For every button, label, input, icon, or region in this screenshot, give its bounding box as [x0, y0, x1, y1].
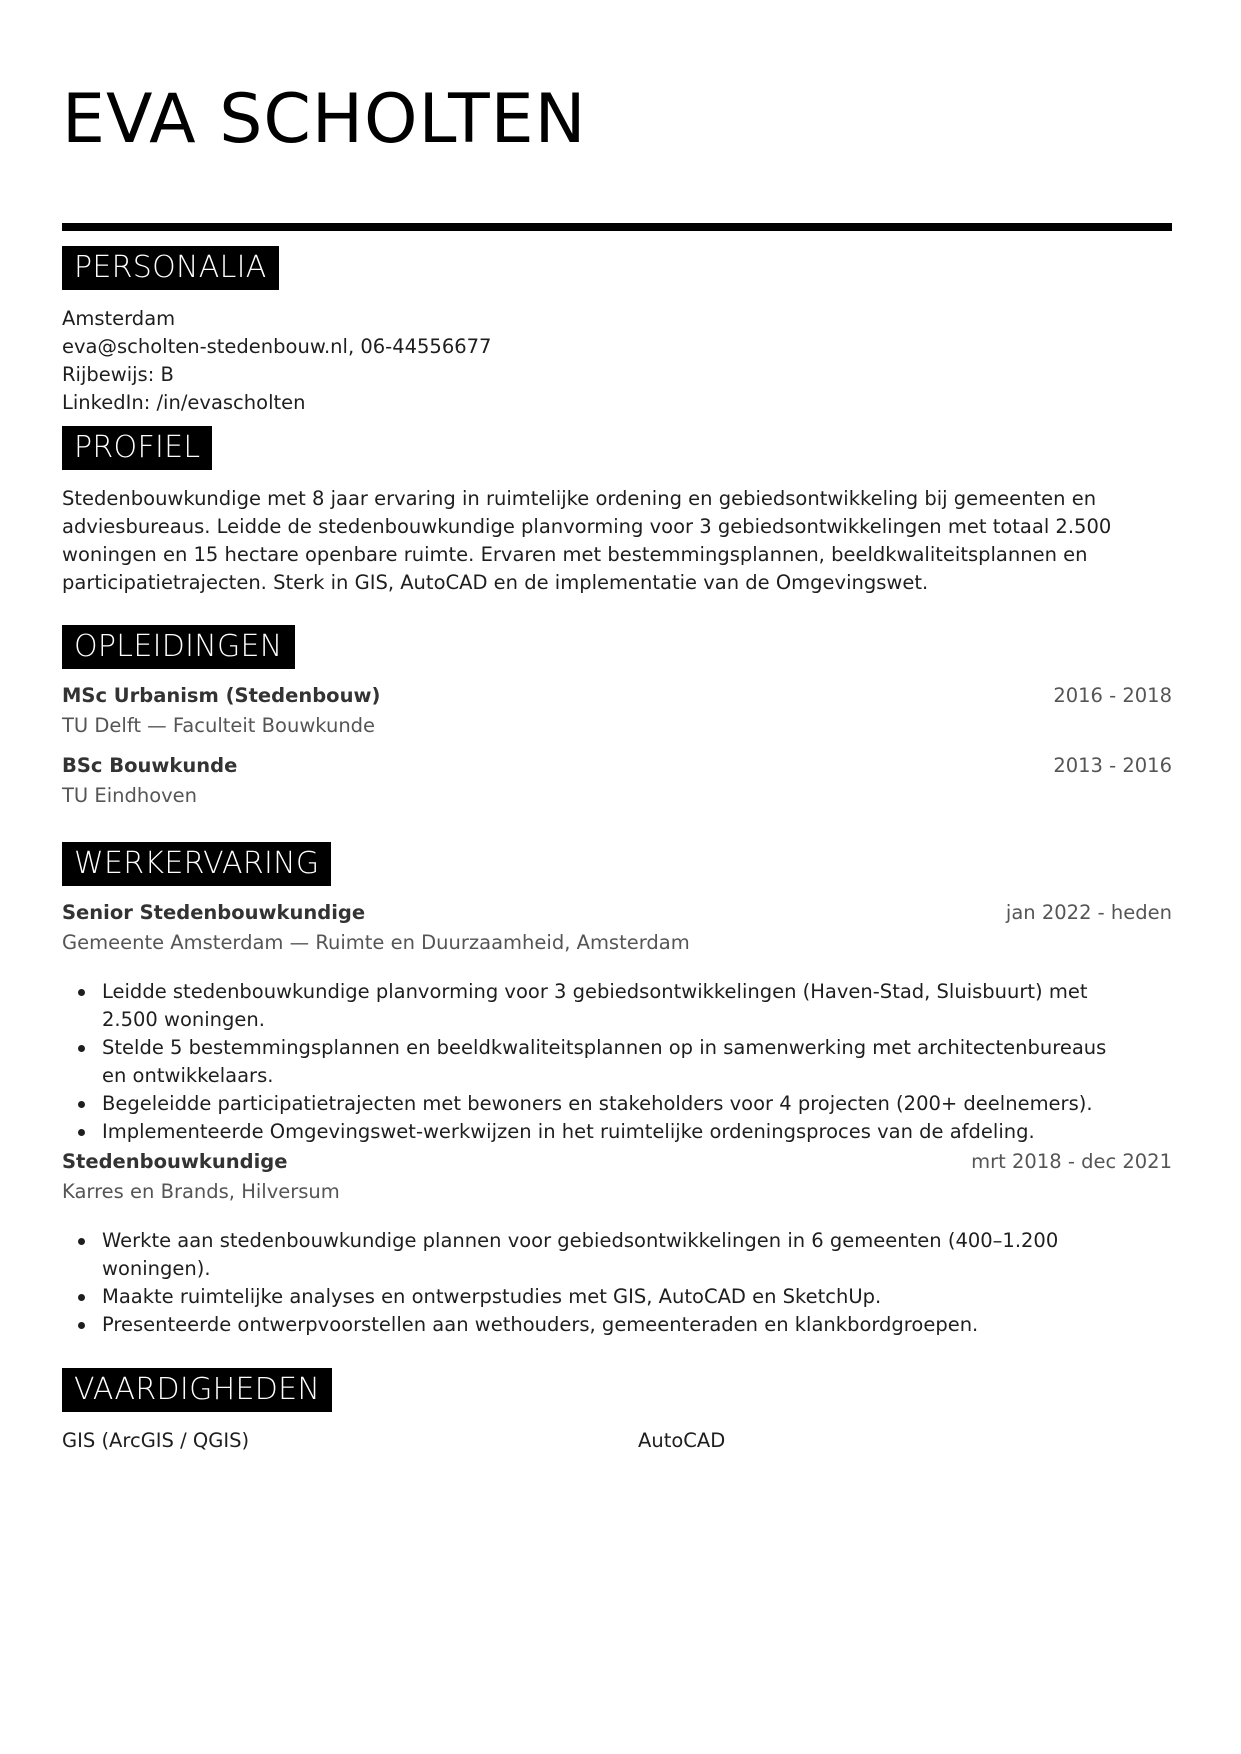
bullet-item: [62, 1227, 1172, 1283]
job-employer: Gemeente Amsterdam — Ruimte en Duurzaamheid, Amsterdam: [62, 931, 690, 954]
bullet-item: [62, 1034, 1172, 1090]
job-bullets: [62, 1227, 1172, 1339]
section-title-werkervaring: WERKERVARING: [62, 842, 331, 886]
bullet-item: [62, 1283, 1172, 1311]
education-entry: [62, 754, 1172, 810]
section-title-opleidingen: OPLEIDINGEN: [62, 625, 295, 669]
education-degree: MSc Urbanism (Stedenbouw): [62, 684, 381, 707]
personalia-contact: eva@scholten-stedenbouw.nl, 06-44556677: [62, 335, 492, 358]
education-entry: [62, 684, 1172, 740]
bullet-dot-icon: [78, 1045, 85, 1052]
education-header: [62, 754, 1172, 782]
skill-item: GIS (ArcGIS / QGIS): [62, 1429, 250, 1452]
personalia-linkedin: LinkedIn: /in/evascholten: [62, 391, 306, 414]
bullet-item: [62, 978, 1172, 1034]
bullet-text: Begeleidde participatietrajecten met bewoners en stakeholders voor 4 projecten (200+ deelnemers).: [102, 1092, 1093, 1115]
bullet-dot-icon: [78, 1101, 85, 1108]
bullet-dot-icon: [78, 1238, 85, 1245]
job-header: [62, 901, 1172, 929]
bullet-text: 2.500 woningen.: [102, 1008, 265, 1031]
profile-text: [62, 485, 1172, 597]
bullet-dot-icon: [78, 1322, 85, 1329]
education-period: 2016 - 2018: [1053, 684, 1172, 707]
bullet-dot-icon: [78, 1294, 85, 1301]
section-title-vaardigheden: VAARDIGHEDEN: [62, 1368, 332, 1412]
candidate-name: EVA SCHOLTEN: [62, 80, 587, 159]
profile-line: participatietrajecten. Sterk in GIS, AutoCAD en de implementatie van de Omgevingswet.: [62, 571, 929, 594]
section-title-profiel: PROFIEL: [62, 426, 212, 470]
section-title-personalia: PERSONALIA: [62, 246, 279, 290]
education-period: 2013 - 2016: [1053, 754, 1172, 777]
job-employer: Karres en Brands, Hilversum: [62, 1180, 340, 1203]
bullet-text: en ontwikkelaars.: [102, 1064, 274, 1087]
bullet-item: [62, 1118, 1172, 1146]
job-entry: [62, 901, 1172, 957]
education-header: [62, 684, 1172, 712]
profile-line: woningen en 15 hectare openbare ruimte. Ervaren met bestemmingsplannen, beeldkwaliteitsplannen en: [62, 543, 1088, 566]
profile-line: adviesbureaus. Leidde de stedenbouwkundige planvorming voor 3 gebiedsontwikkelingen met totaal 2.500: [62, 515, 1112, 538]
bullet-text: Presenteerde ontwerpvoorstellen aan wethouders, gemeenteraden en klankbordgroepen.: [102, 1313, 979, 1336]
bullet-text: woningen).: [102, 1257, 211, 1280]
bullet-text: Maakte ruimtelijke analyses en ontwerpstudies met GIS, AutoCAD en SketchUp.: [102, 1285, 882, 1308]
bullet-item: [62, 1311, 1172, 1339]
job-period: jan 2022 - heden: [1005, 901, 1172, 924]
bullet-text: Stelde 5 bestemmingsplannen en beeldkwaliteitsplannen op in samenwerking met architectenbureaus: [102, 1036, 1107, 1059]
personalia-block: [62, 305, 1172, 417]
job-role: Senior Stedenbouwkundige: [62, 901, 366, 924]
job-bullets: [62, 978, 1172, 1146]
bullet-dot-icon: [78, 989, 85, 996]
job-entry: [62, 1150, 1172, 1206]
skill-item: AutoCAD: [638, 1429, 726, 1452]
bullet-text: Leidde stedenbouwkundige planvorming voor 3 gebiedsontwikkelingen (Haven-Stad, Sluisbuurt) met: [102, 980, 1088, 1003]
job-role: Stedenbouwkundige: [62, 1150, 288, 1173]
education-school: TU Eindhoven: [62, 784, 198, 807]
job-header: [62, 1150, 1172, 1178]
education-degree: BSc Bouwkunde: [62, 754, 238, 777]
job-period: mrt 2018 - dec 2021: [971, 1150, 1172, 1173]
bullet-item: [62, 1090, 1172, 1118]
personalia-city: Amsterdam: [62, 307, 176, 330]
bullet-dot-icon: [78, 1129, 85, 1136]
profile-line: Stedenbouwkundige met 8 jaar ervaring in ruimtelijke ordening en gebiedsontwikkeling bij gemeenten en: [62, 487, 1097, 510]
bullet-text: Werkte aan stedenbouwkundige plannen voor gebiedsontwikkelingen in 6 gemeenten (400–1.200: [102, 1229, 1059, 1252]
header-divider: [62, 223, 1172, 231]
personalia-license: Rijbewijs: B: [62, 363, 174, 386]
bullet-text: Implementeerde Omgevingswet-werkwijzen in het ruimtelijke ordeningsproces van de afdeling.: [102, 1120, 1035, 1143]
education-school: TU Delft — Faculteit Bouwkunde: [62, 714, 376, 737]
